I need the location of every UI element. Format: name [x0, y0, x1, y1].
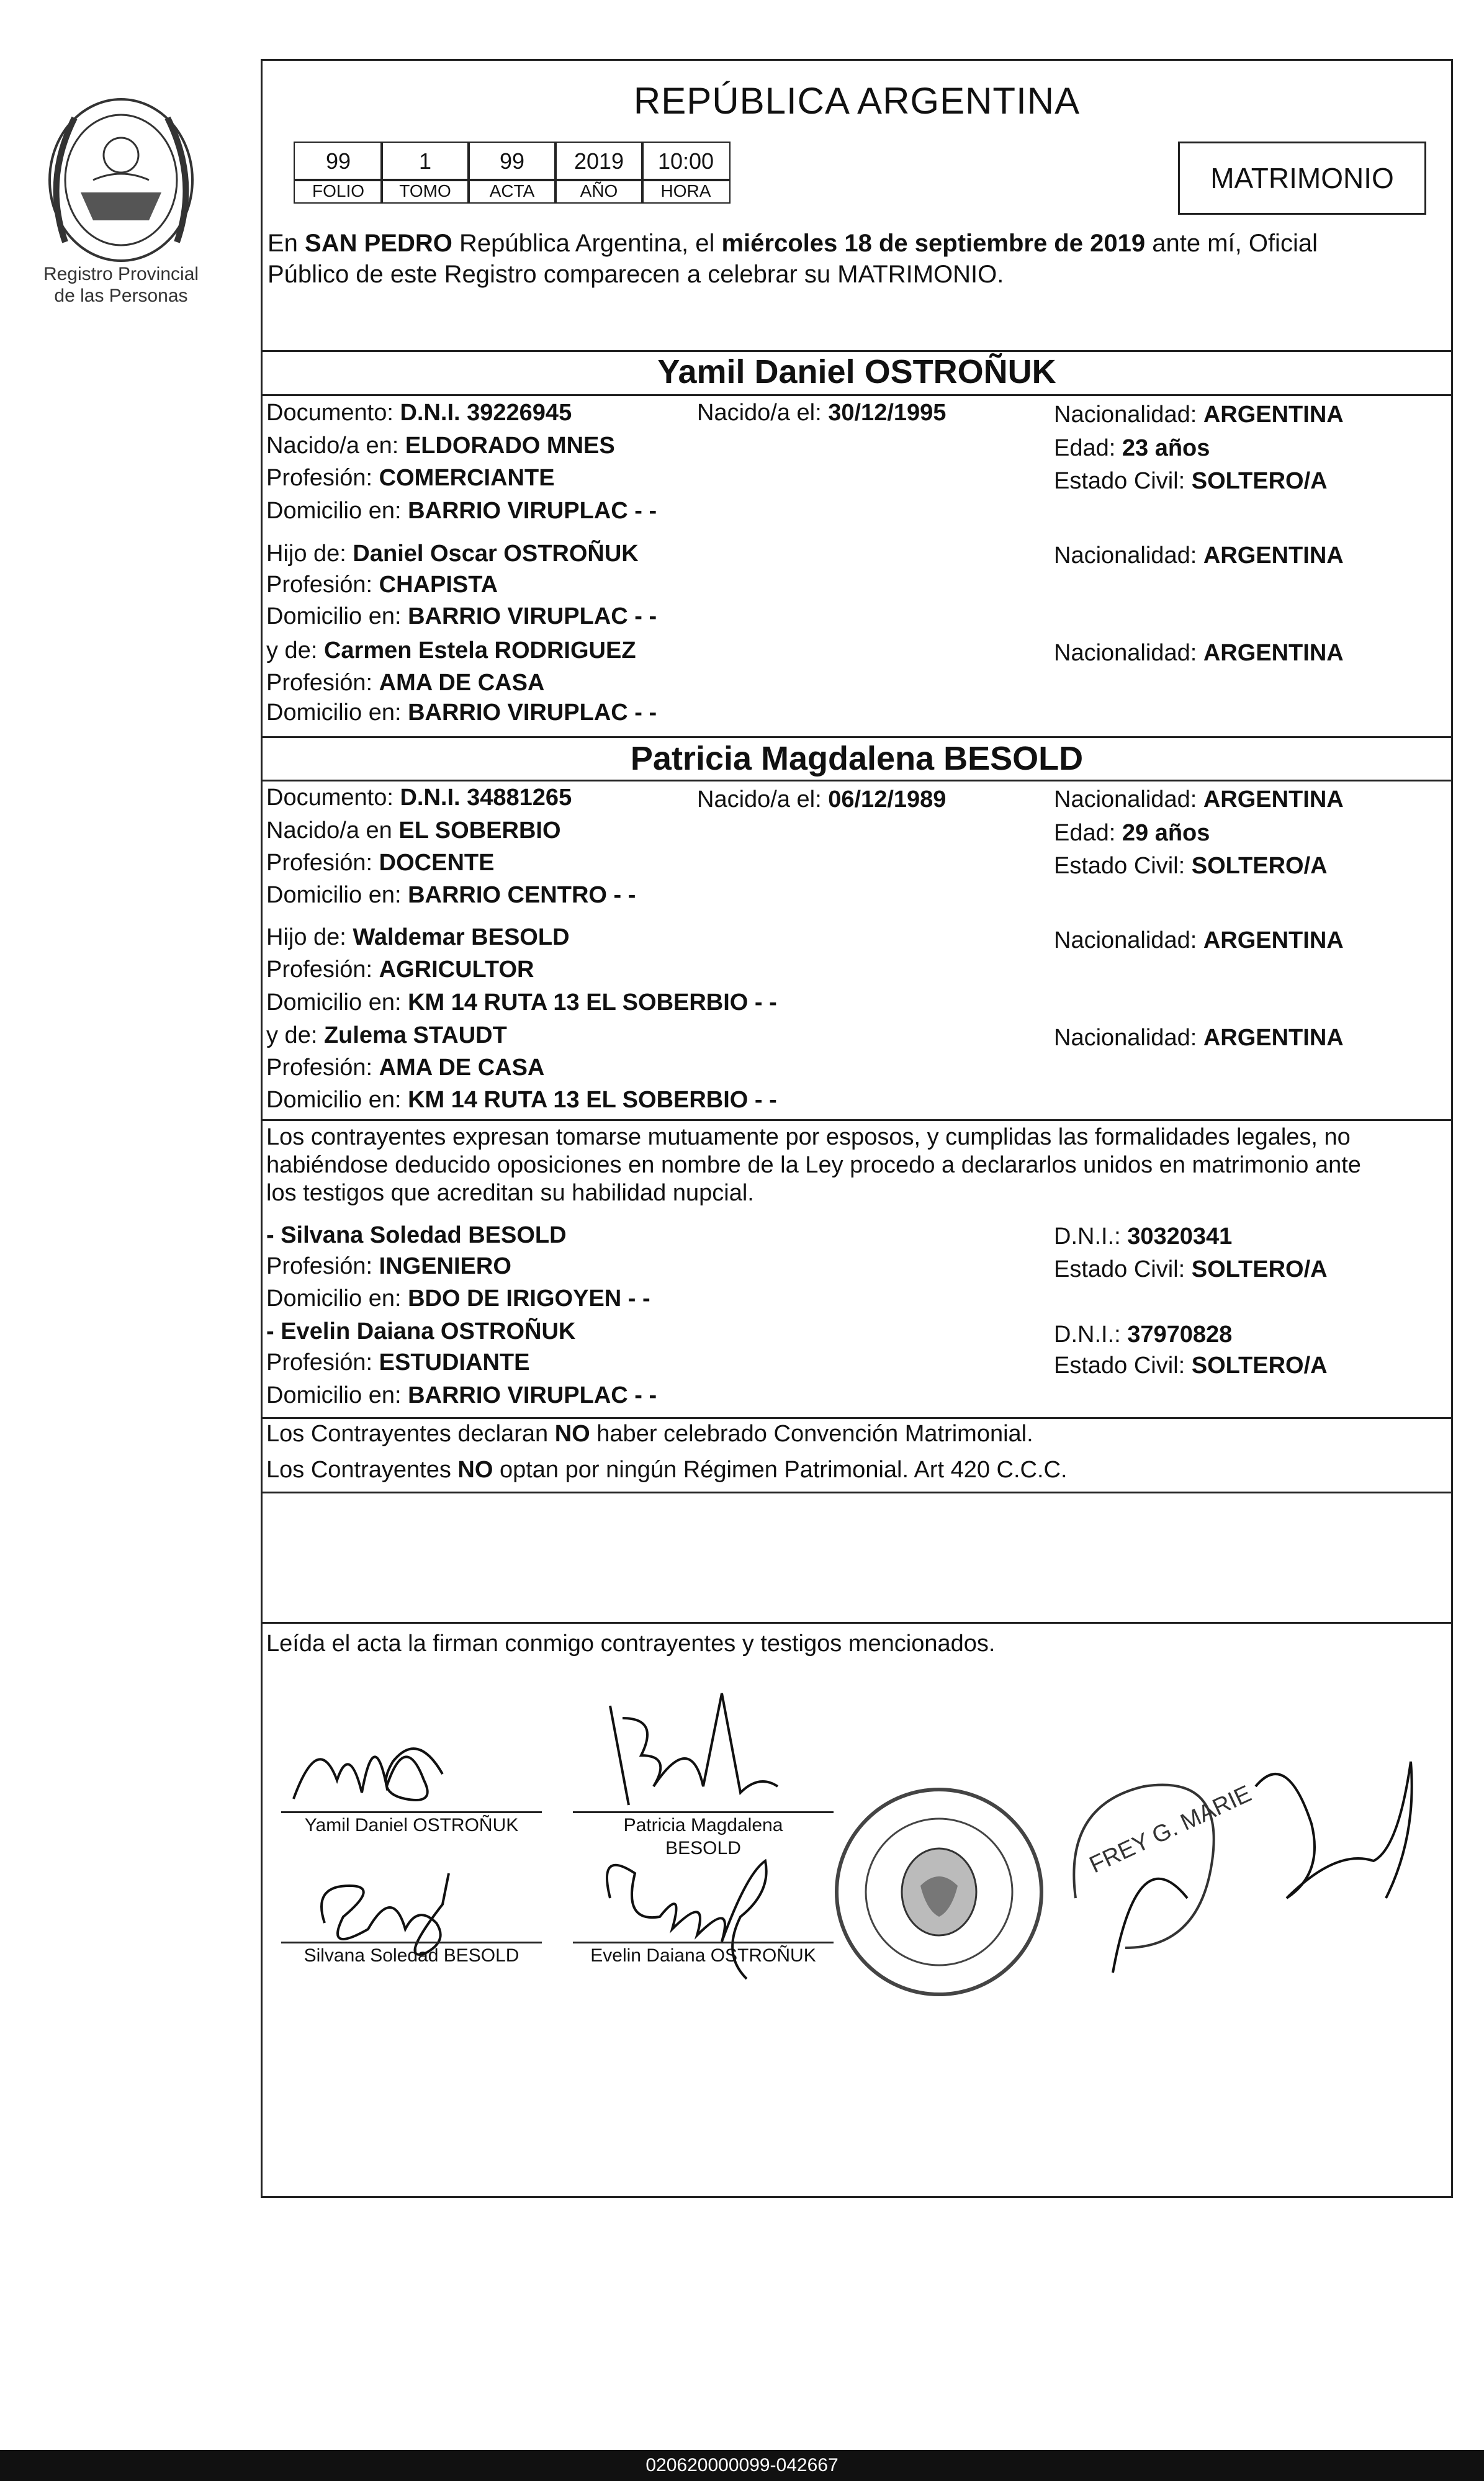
bride-domicilio: Domicilio en: BARRIO CENTRO - - [266, 882, 636, 908]
witness-2-profesion: Profesión: ESTUDIANTE [266, 1349, 530, 1376]
bride-mother-nacionalidad: Nacionalidad: ARGENTINA [1054, 1025, 1344, 1051]
regime-line-2: Los Contrayentes NO optan por ningún Régimen Patrimonial. Art 420 C.C.C. [266, 1457, 1068, 1483]
groom-nacionalidad: Nacionalidad: ARGENTINA [1054, 402, 1344, 428]
folio-value: 99 [294, 142, 383, 181]
registry-stamp-icon [827, 1780, 1051, 2004]
signature-caption-bride-1: Patricia Magdalena [623, 1815, 783, 1835]
acta-label: ACTA [467, 179, 557, 204]
groom-father-domicilio: Domicilio en: BARRIO VIRUPLAC - - [266, 603, 657, 629]
bride-name: Patricia Magdalena BESOLD [630, 740, 1084, 777]
closing-statement: Leída el acta la firman conmigo contrayentes y testigos mencionados. [266, 1631, 996, 1657]
signature-caption-groom: Yamil Daniel OSTROÑUK [304, 1815, 519, 1835]
groom-name: Yamil Daniel OSTROÑUK [657, 353, 1056, 390]
svg-text:FREY G. MARIE: FREY G. MARIE [1086, 1780, 1256, 1879]
groom-father-nacionalidad: Nacionalidad: ARGENTINA [1054, 543, 1344, 569]
groom-profesion: Profesión: COMERCIANTE [266, 465, 555, 491]
groom-mother-profesion: Profesión: AMA DE CASA [266, 670, 545, 696]
hora-label: HORA [641, 179, 731, 204]
registry-logo-line1: Registro Provincial [43, 264, 199, 284]
bride-mother-domicilio: Domicilio en: KM 14 RUTA 13 EL SOBERBIO - - [266, 1087, 777, 1113]
intro-line-1: En SAN PEDRO República Argentina, el miércoles 18 de septiembre de 2019 ante mí, Oficial [268, 230, 1318, 257]
groom-mother-nacionalidad: Nacionalidad: ARGENTINA [1054, 640, 1344, 666]
groom-estado-civil: Estado Civil: SOLTERO/A [1054, 468, 1328, 494]
groom-domicilio: Domicilio en: BARRIO VIRUPLAC - - [266, 498, 657, 524]
intro-line-2: Público de este Registro comparecen a celebrar su MATRIMONIO. [268, 261, 1004, 288]
tomo-value: 1 [380, 142, 470, 181]
witness-2-dni: D.N.I.: 37970828 [1054, 1322, 1233, 1348]
groom-mother-domicilio: Domicilio en: BARRIO VIRUPLAC - - [266, 700, 657, 726]
declaration-line-1: Los contrayentes expresan tomarse mutuamente por esposos, y cumplidas las formalidades legales, no [266, 1124, 1351, 1150]
registry-table [294, 142, 734, 204]
acta-value: 99 [467, 142, 557, 181]
witness-1-dni: D.N.I.: 30320341 [1054, 1223, 1233, 1250]
tomo-label: TOMO [380, 179, 470, 204]
bride-profesion: Profesión: DOCENTE [266, 850, 495, 876]
bride-father-domicilio: Domicilio en: KM 14 RUTA 13 EL SOBERBIO - - [266, 989, 777, 1015]
signature-caption-witness-2: Evelin Daiana OSTROÑUK [590, 1945, 816, 1966]
anio-value: 2019 [554, 142, 644, 181]
groom-edad: Edad: 23 años [1054, 435, 1210, 461]
marriage-record [261, 59, 1453, 2198]
declaration-line-3: los testigos que acreditan su habilidad nupcial. [266, 1180, 754, 1206]
bride-mother: y de: Zulema STAUDT [266, 1022, 507, 1048]
signature-bride-icon [585, 1681, 790, 1824]
bride-nacido-en: Nacido/a en EL SOBERBIO [266, 817, 561, 844]
bride-edad: Edad: 29 años [1054, 820, 1210, 846]
folio-label: FOLIO [294, 179, 383, 204]
bride-father-profesion: Profesión: AGRICULTOR [266, 957, 534, 983]
witness-2-name: - Evelin Daiana OSTROÑUK [266, 1318, 576, 1344]
province-seal-icon [31, 87, 211, 267]
anio-label: AÑO [554, 179, 644, 204]
page-title: REPÚBLICA ARGENTINA [633, 80, 1081, 122]
bride-father-nacionalidad: Nacionalidad: ARGENTINA [1054, 927, 1344, 953]
bride-nacionalidad: Nacionalidad: ARGENTINA [1054, 786, 1344, 813]
official-signature-stamp-icon [1051, 1712, 1436, 1997]
witness-2-domicilio: Domicilio en: BARRIO VIRUPLAC - - [266, 1382, 657, 1408]
declaration-line-2: habiéndose deducido oposiciones en nombre de la Ley procedo a declararlos unidos en matrimonio ante [266, 1152, 1361, 1178]
groom-father: Hijo de: Daniel Oscar OSTROÑUK [266, 541, 639, 567]
signature-caption-bride-2: BESOLD [665, 1838, 741, 1858]
witness-1-name: - Silvana Soledad BESOLD [266, 1222, 567, 1248]
groom-documento: Documento: D.N.I. 39226945 [266, 400, 572, 426]
groom-mother: y de: Carmen Estela RODRIGUEZ [266, 637, 636, 664]
groom-nacido-en: Nacido/a en: ELDORADO MNES [266, 433, 615, 459]
groom-nacido-el: Nacido/a el: 30/12/1995 [697, 400, 947, 426]
registry-logo-line2: de las Personas [54, 286, 188, 306]
hora-value: 10:00 [641, 142, 731, 181]
witness-2-estado-civil: Estado Civil: SOLTERO/A [1054, 1353, 1328, 1379]
document-code: 020620000099-042667 [645, 2455, 839, 2475]
signature-groom-icon [281, 1706, 467, 1817]
registry-logo [31, 87, 211, 310]
bride-mother-profesion: Profesión: AMA DE CASA [266, 1055, 545, 1081]
groom-father-profesion: Profesión: CHAPISTA [266, 572, 498, 598]
record-type: MATRIMONIO [1210, 162, 1394, 194]
signature-caption-witness-1: Silvana Soledad BESOLD [304, 1945, 519, 1966]
bride-estado-civil: Estado Civil: SOLTERO/A [1054, 853, 1328, 879]
record-type-box [1178, 142, 1426, 215]
witness-1-estado-civil: Estado Civil: SOLTERO/A [1054, 1256, 1328, 1282]
witness-1-domicilio: Domicilio en: BDO DE IRIGOYEN - - [266, 1286, 650, 1312]
witness-1-profesion: Profesión: INGENIERO [266, 1253, 511, 1279]
bride-father: Hijo de: Waldemar BESOLD [266, 924, 570, 950]
regime-line-1: Los Contrayentes declaran NO haber celebrado Convención Matrimonial. [266, 1421, 1033, 1447]
bride-nacido-el: Nacido/a el: 06/12/1989 [697, 786, 947, 813]
bride-documento: Documento: D.N.I. 34881265 [266, 785, 572, 811]
